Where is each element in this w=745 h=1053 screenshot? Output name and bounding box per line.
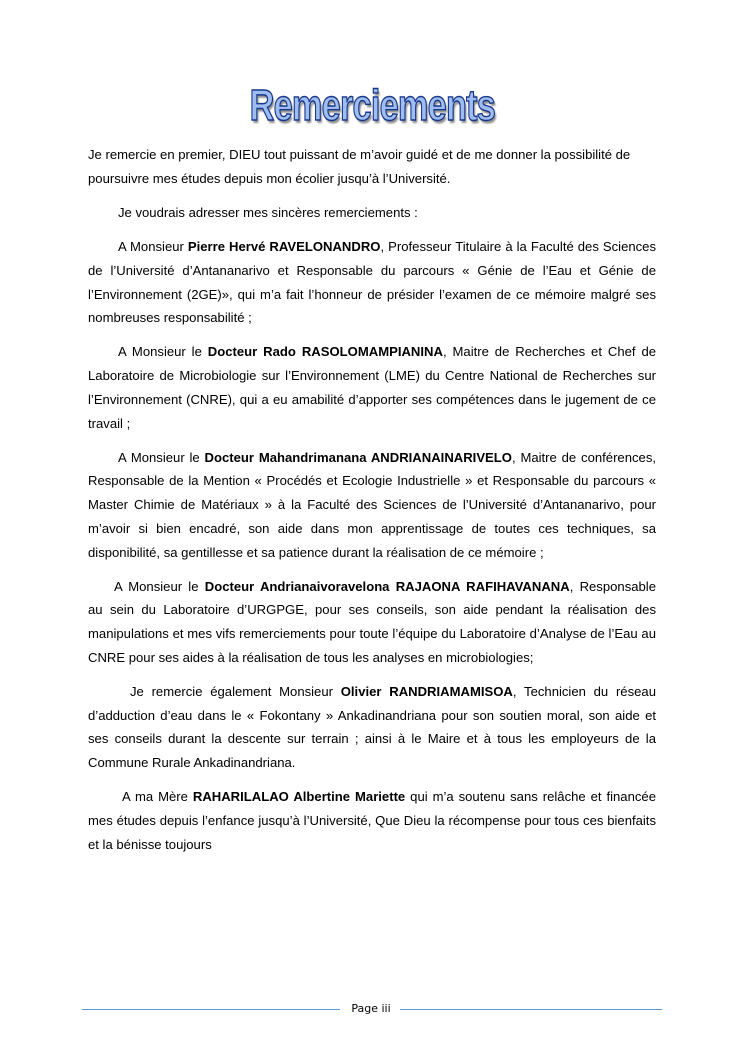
paragraph-ravelonandro bbox=[88, 235, 656, 330]
person-name: Docteur Rado RASOLOMAMPIANINA bbox=[207, 344, 443, 360]
paragraph-text: Je remercie en premier, DIEU tout puissant de m’avoir guidé et de me donner la possibilité de poursuivre mes études depuis mon écolier jusqu’à l’Université. bbox=[88, 147, 631, 186]
person-name: Pierre Hervé RAVELONANDRO bbox=[187, 239, 381, 255]
paragraph-text: , Maitre de conférences, Responsable de la Mention « Procédés et Ecologie Industrielle » et Responsable du parcours « Master Chimie de Matériaux » à la Faculté des Sciences de l’Université d’Antananarivo, pour m’avoir si bien encadré, son aide dans mon apprentissage de toutes ces techniques, sa disponibilité, sa gentillesse et sa patience durant la réalisation de ce mémoire ; bbox=[88, 449, 657, 560]
paragraph-mother bbox=[88, 785, 656, 856]
paragraph-intro bbox=[88, 143, 656, 190]
person-name: Docteur Mahandrimanana ANDRIANAINARIVELO bbox=[204, 449, 512, 465]
paragraph-text: , Technicien du réseau d’adduction d’eau dans le « Fokontany » Ankadinandriana pour son soutien moral, son aide et ses conseils durant la descente sur terrain ; ainsi à le Maire et à tous les employeurs de la Commune Rurale Ankadinandriana. bbox=[88, 684, 656, 771]
paragraph-rajaona bbox=[88, 575, 656, 670]
paragraph-text: A Monsieur le bbox=[118, 449, 205, 465]
paragraph-text: Je voudrais adresser mes sincères remerciements : bbox=[118, 204, 418, 220]
footer-divider-left bbox=[82, 1009, 340, 1010]
person-name: RAHARILALAO Albertine Mariette bbox=[192, 789, 406, 805]
paragraph-text: , Responsable au sein du Laboratoire d’URGPGE, pour ses conseils, son aide pendant la réalisation des manipulations et mes vifs remerciements pour toute l’équipe du Laboratoire d’Analyse de l’Eau au CNRE pour ses aides à la réalisation de tous les analyses en microbiologies; bbox=[88, 578, 656, 665]
paragraph-text: A Monsieur le bbox=[118, 344, 208, 360]
person-name: Olivier RANDRIAMAMISOA bbox=[340, 684, 513, 700]
page-title: Remerciements bbox=[249, 81, 496, 130]
page-footer bbox=[82, 1000, 662, 1020]
paragraph-randriamamisoa bbox=[88, 680, 656, 775]
title-container bbox=[0, 80, 745, 132]
footer-divider-right bbox=[400, 1009, 662, 1010]
paragraph-text: A ma Mère bbox=[122, 789, 193, 805]
paragraph-text: , Maitre de Recherches et Chef de Laboratoire de Microbiologie sur l’Environnement (LME) du Centre National de Recherches sur l’Environnement (CNRE), qui a eu amabilité d’apporter ses compétences dans le jugement de ce travail ; bbox=[88, 344, 657, 431]
paragraph-text: qui m’a soutenu sans relâche et financée mes études depuis l’enfance jusqu’à l’Université, Que Dieu la récompense pour tous ces bienfaits et la bénisse toujours bbox=[88, 789, 656, 852]
paragraph-rasolomampianina bbox=[88, 340, 656, 435]
paragraph-andrianainarivelo bbox=[88, 446, 656, 565]
paragraph-text: , Professeur Titulaire à la Faculté des Sciences de l’Université d’Antananarivo et Responsable du parcours « Génie de l’Eau et Génie de l’Environnement (2GE)», qui m’a fait l’honneur de présider l’examen de ce mémoire malgré ses nombreuses responsabilité ; bbox=[88, 239, 657, 326]
paragraph-text: A Monsieur le bbox=[114, 578, 205, 594]
document-body bbox=[88, 143, 656, 867]
person-name: Docteur Andrianaivoravelona RAJAONA RAFIHAVANANA bbox=[204, 578, 570, 594]
paragraph-text: A Monsieur bbox=[118, 239, 188, 255]
paragraph-text: Je remercie également Monsieur bbox=[130, 684, 341, 700]
paragraph-announce bbox=[88, 201, 656, 225]
page-number: Page iii bbox=[351, 1002, 391, 1015]
